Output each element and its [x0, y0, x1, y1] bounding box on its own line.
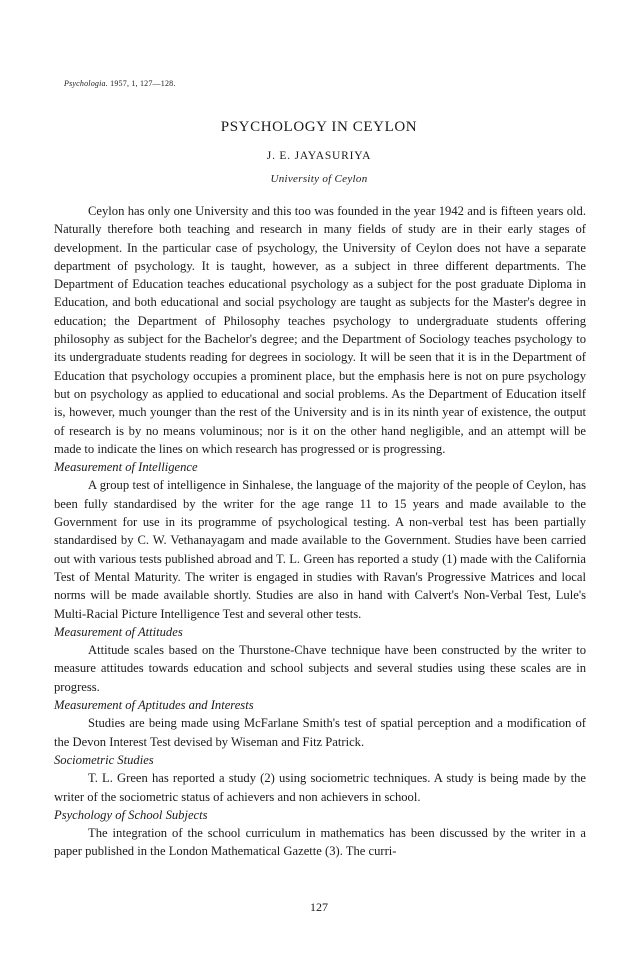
journal-name: Psychologia.: [64, 79, 108, 88]
section-heading-intelligence: Measurement of Intelligence: [54, 460, 198, 475]
section-paragraph-sociometric: T. L. Green has reported a study (2) using sociometric techniques. A study is being made by the writer of the sociometric status of achievers and non achievers in school.: [54, 771, 586, 804]
page-number: 127: [310, 900, 328, 914]
article-title: PSYCHOLOGY IN CEYLON: [220, 119, 418, 135]
section-heading-school-subjects: Psychology of School Subjects: [54, 807, 208, 822]
article-author: J. E. JAYASURIYA: [266, 150, 372, 162]
section-heading-sociometric: Sociometric Studies: [54, 752, 154, 767]
author-affiliation: University of Ceylon: [270, 173, 368, 185]
section-paragraph-attitudes: Attitude scales based on the Thurstone-Chave technique have been constructed by the writer to measure attitudes towards education and school subjects and several studies using these scales are in progress.: [54, 643, 586, 694]
journal-citation: [64, 79, 176, 88]
intro-paragraph: Ceylon has only one University and this too was founded in the year 1942 and is fifteen years old. Naturally therefore both teaching and research in many fields of study are in their early stages of development. In the particular case of psychology, the University of Ceylon does not have a separate department of psychology. It is taught, however, as a subject in three different departments. The Department of Education teaches educational psychology as a subject for the post graduate Diploma in Education, and both educational and social psychology are taught as subjects for the Master's degree in education; the Department of Philosophy teaches psychology to undergraduate students offering philosophy as subject for the Bachelor's degree; and the Department of Sociology teaches psychology to its undergraduate students reading for degrees in sociology. It will be seen that it is in the Department of Education that psychology occupies a prominent place, but the emphasis here is not on pure psychology but on psychology as applied to educational and social problems. As the Department of Education itself is, however, much younger than the rest of the University and is in its ninth year of existence, the output of research is by no means voluminous; nor is it on the other hand negligible, and an attempt will be made to indicate the lines on which research has progressed or is progressing.: [54, 204, 586, 456]
section-heading-aptitudes: Measurement of Aptitudes and Interests: [54, 698, 254, 713]
section-paragraph-intelligence: A group test of intelligence in Sinhalese, the language of the majority of the people of Ceylon, has been fully standardised by the writer for the age range 11 to 15 years and made available to the Government for use in its programme of psychological testing. A non-verbal test has been partially standardised by C. W. Vethanayagam and made available to the Government. Studies have been carried out with various tests published abroad and T. L. Green has reported a study (1) made with the California Test of Mental Maturity. The writer is engaged in studies with Ravan's Progressive Matrices and local norms will be made available shortly. Studies are also in hand with Calvert's Non-Verbal Test, Lule's Multi-Racial Picture Intelligence Test and several other tests.: [54, 478, 586, 621]
article-body: [54, 202, 586, 861]
journal-volume-pages: 1957, 1, 127—128.: [110, 79, 176, 88]
section-paragraph-aptitudes: Studies are being made using McFarlane Smith's test of spatial perception and a modification of the Devon Interest Test devised by Wiseman and Fitz Patrick.: [54, 716, 586, 749]
section-heading-attitudes: Measurement of Attitudes: [54, 624, 183, 639]
section-paragraph-school-subjects: The integration of the school curriculum in mathematics has been discussed by the writer in a paper published in the London Mathematical Gazette (3). The curri-: [54, 826, 586, 859]
